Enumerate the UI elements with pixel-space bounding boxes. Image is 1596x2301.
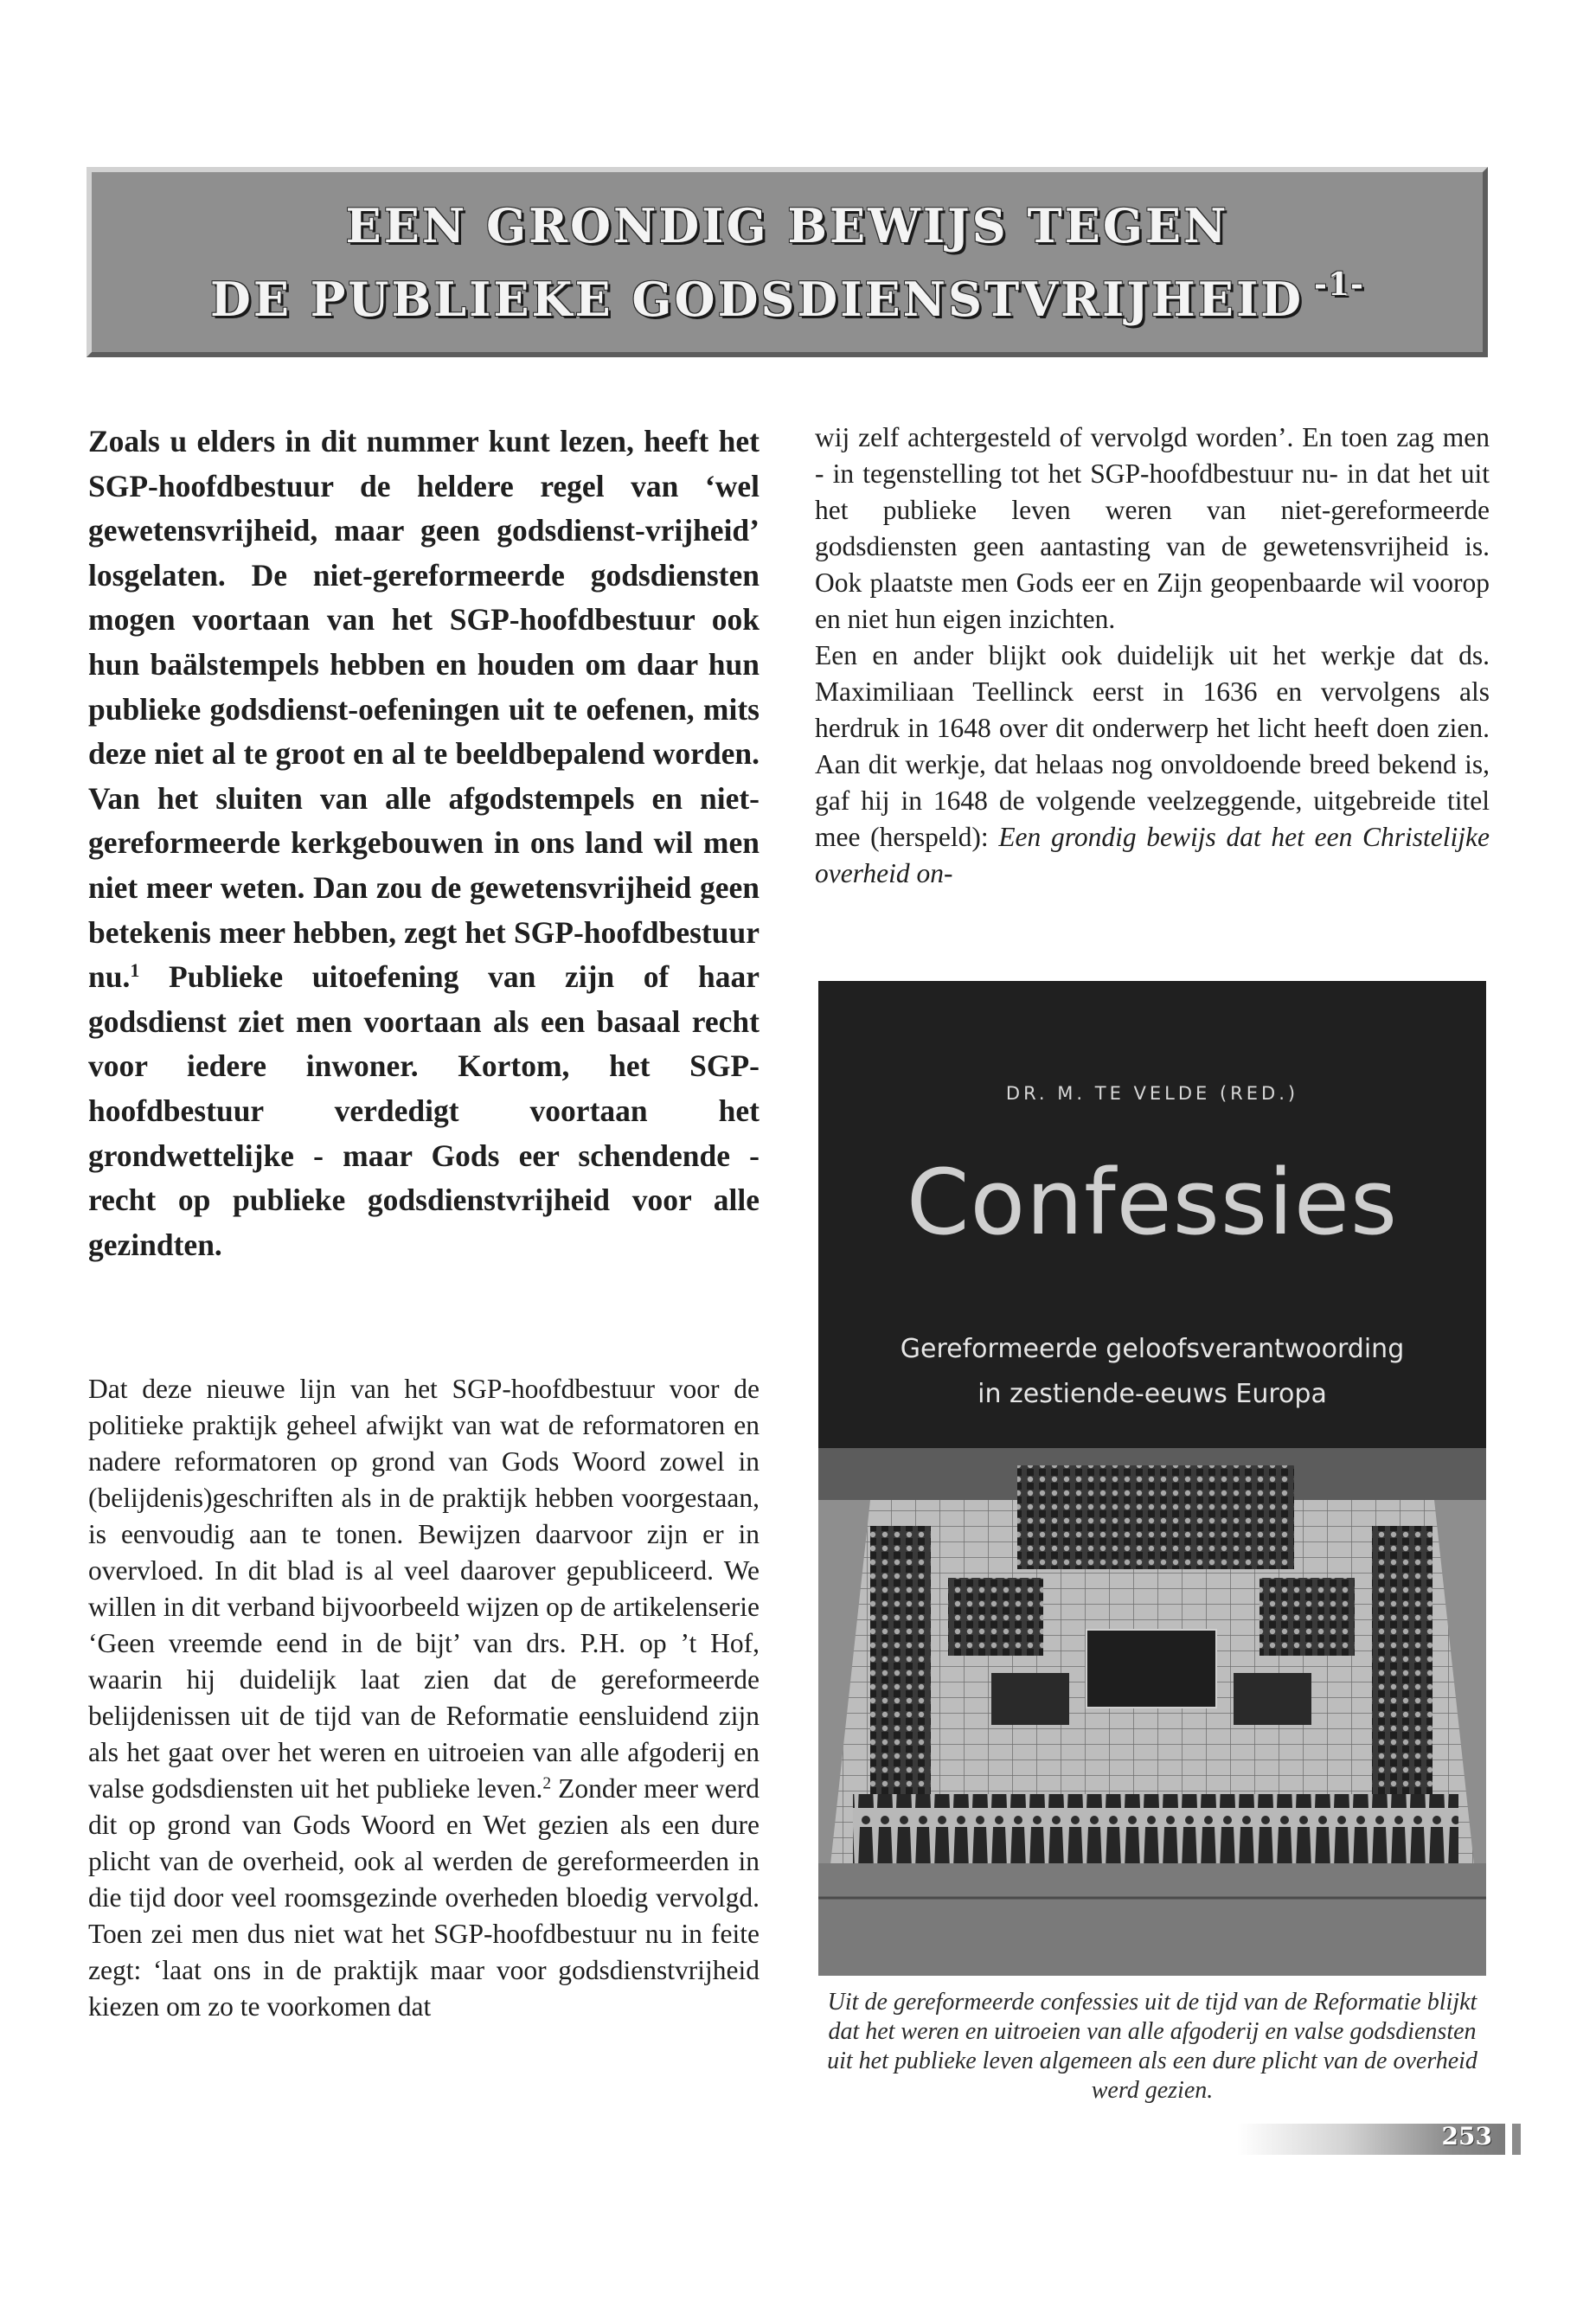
lead-paragraph [88, 420, 760, 1267]
body-left-column [88, 1371, 760, 2025]
body-right-paragraph-2-text: Een en ander blijkt ook duidelijk uit het werkje dat ds. Maximiliaan Teellinck eerst in 1636 en vervolgens als herdruk in 1648 over dit onderwerp het licht heeft doen zien. Aan dit werkje, dat helaas nog onvoldoende breed bekend is, gaf hij in 1648 de volgende veelzeggende, uitgebreide titel mee (herspeld): [815, 640, 1490, 852]
book-cover-subtitle-line-1: Gereformeerde geloofsverantwoording [900, 1334, 1405, 1364]
article-part-marker: -1- [1314, 266, 1364, 303]
book-cover-subtitle-line-2: in zestiende-eeuws Europa [977, 1379, 1327, 1409]
page-number: 253 [1441, 2122, 1492, 2150]
book-cover-image [818, 981, 1486, 1976]
body-left-text-part-2: Zonder meer werd dit op grond van Gods Woord en Wet gezien als een dure plicht van de overheid, ook al werden de gereformeerden in die tijd door veel roomsgezinde overheden bloedig vervolgd. Toen zei men dus niet wat het SGP-hoofdbestuur nu in feite zegt: ‘laat ons in de praktijk maar voor godsdienstvrijheid kiezen om zo te voorkomen dat [88, 1773, 760, 2022]
book-title-italic: Een grondig bewijs dat het een Christelijke overheid on- [815, 822, 1490, 888]
page-number-tick [1512, 2124, 1521, 2155]
image-caption: Uit de gereformeerde confessies uit de tijd van de Reformatie blijkt dat het weren en uitroeien van alle afgoderij en valse godsdiensten uit het publieke leven algemeen als een dure plicht van de overheid werd gezien. [827, 1989, 1477, 2104]
lead-text-part-1: Zoals u elders in dit nummer kunt lezen, heeft het SGP-hoofdbestuur de heldere regel van ‘wel gewetensvrijheid, maar geen godsdienst-vrijheid’ losgelaten. De niet-gereformeerde godsdiensten mogen voortaan van het SGP-hoofdbestuur ook hun baälstempels hebben en houden om daar hun publieke godsdienst-oefeningen uit te oefenen, mits deze niet al te groot en al te beeldbepalend worden. Van het sluiten van alle afgodstempels en niet-gereformeerde kerkgebouwen in ons land wil men niet meer weten. Dan zou de gewetensvrijheid geen betekenis meer hebben, zegt het SGP-hoofdbestuur nu. [88, 424, 760, 995]
book-cover-editor: DR. M. TE VELDE (RED.) [1005, 1083, 1299, 1104]
book-cover-title: Confessies [906, 1150, 1399, 1255]
lead-text-part-2: Publieke uitoefening van zijn of haar godsdienst ziet men voortaan als een basaal recht voor iedere inwoner. Kortom, het SGP-hoofdbestuur verdedigt voortaan het grondwettelijke - maar Gods eer schendende - recht op publieke godsdienstvrijheid voor alle gezindten. [88, 959, 760, 1262]
body-right-paragraph-2 [815, 638, 1490, 892]
article-title-banner [87, 167, 1488, 357]
body-left-text-part-1: Dat deze nieuwe lijn van het SGP-hoofdbestuur voor de politieke praktijk geheel afwijkt van wat de reformatoren en nadere reformatoren op grond van Gods Woord zowel in (belijdenis)geschriften als in de praktijk hebben voorgestaan, is eenvoudig aan te tonen. Bewijzen daarvoor zijn er in overvloed. In dit blad is al veel daarover gepubliceerd. We willen in dit verband bijvoorbeeld wijzen op de artikelenserie ‘Geen vreemde eend in de bijt’ van drs. P.H. op ’t Hof, waarin hij duidelijk laat zien dat de gereformeerde belijdenissen uit de tijd van de Reformatie eensluidend zijn als het gaat over het weren en uitroeien van alle afgoderij en valse godsdiensten uit het publieke leven. [88, 1374, 760, 1804]
article-title-line-1: EEN GRONDIG BEWIJS TEGEN [345, 197, 1229, 253]
footnote-ref-2: 2 [542, 1774, 552, 1793]
body-right-paragraph-1: wij zelf achtergesteld of vervolgd worden’. En toen zag men - in tegenstelling tot het SGP-hoofdbestuur nu- in dat het uit het publieke leven weren van niet-gereformeerde godsdiensten geen aantasting van de gewetensvrijheid is. Ook plaatste men Gods eer en Zijn geopenbaarde wil voorop en niet hun eigen inzichten. [815, 422, 1490, 634]
book-cover-subtitle [818, 1327, 1486, 1417]
synod-engraving-illustration [818, 1448, 1486, 1976]
body-right-column [815, 420, 1490, 892]
footnote-ref-1: 1 [130, 959, 140, 982]
article-title-line-2 [210, 255, 1364, 329]
article-title-line-2-text: DE PUBLIEKE GODSDIENSTVRIJHEID [210, 271, 1304, 327]
